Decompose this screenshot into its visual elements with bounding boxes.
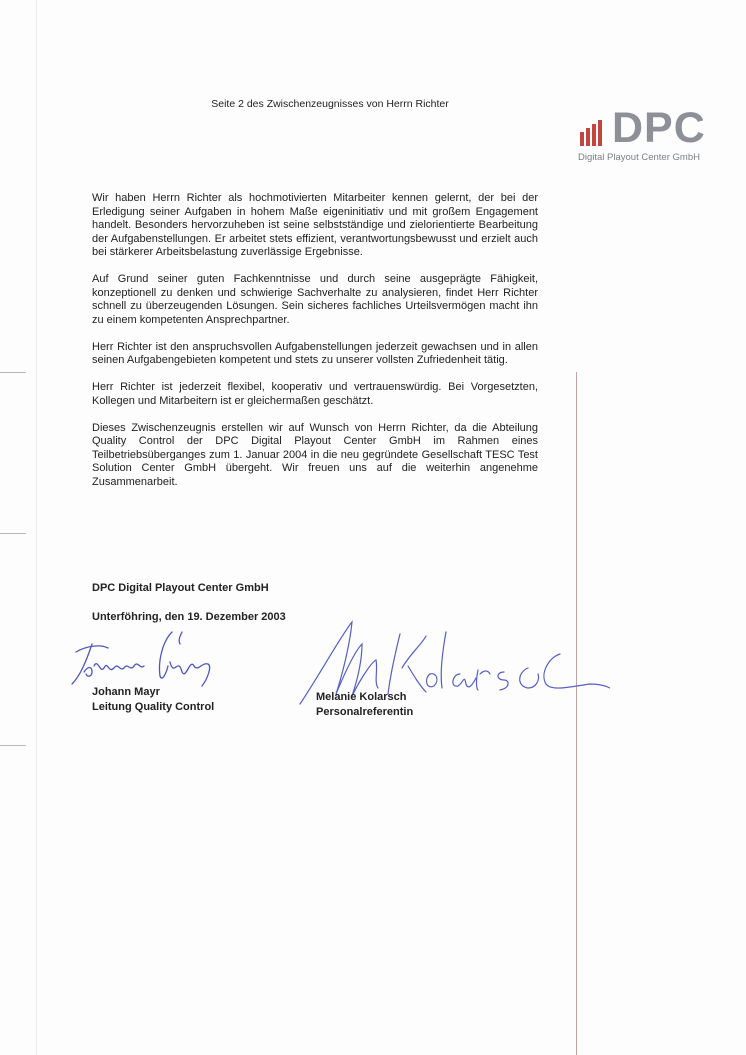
logo-subtitle: Digital Playout Center GmbH xyxy=(578,152,700,163)
fold-mark-lower xyxy=(0,745,26,746)
punch-mark xyxy=(0,533,26,534)
signatory-left xyxy=(92,685,214,715)
company-name: DPC Digital Playout Center GmbH xyxy=(92,582,269,594)
logo-wordmark: DPC xyxy=(612,104,706,152)
paragraph-reason: Dieses Zwischenzeugnis erstellen wir auf Wunsch von Herrn Richter, da die Abteilung Quality Control der DPC Digital Playout Center GmbH im Rahmen eines Teilbetriebsüberganges zum 1. Januar 2004 in die neu gegründete Gesellschaft TESC Test Solution Center GmbH übergeht. Wir freuen uns auf die weiterhin angenehme Zusammenarbeit. xyxy=(92,421,538,488)
letter-body xyxy=(92,192,538,503)
paragraph-satisfaction: Herr Richter ist den anspruchsvollen Aufgabenstellungen jederzeit gewachsen und in allen seinen Aufgabengebieten kompetent und stets zu unserer vollsten Zufriedenheit tätig. xyxy=(92,340,538,366)
margin-line xyxy=(576,372,577,1055)
place-date: Unterföhring, den 19. Dezember 2003 xyxy=(92,611,286,623)
page-header-title: Seite 2 des Zwischenzeugnisses von Herrn Richter xyxy=(211,98,449,110)
logo-bars-icon xyxy=(578,118,612,146)
scan-edge xyxy=(36,0,37,1055)
paragraph-conduct: Herr Richter ist jederzeit flexibel, kooperativ und vertrauenswürdig. Bei Vorgesetzten, Kollegen und Mitarbeitern ist er gleichermaßen geschätzt. xyxy=(92,381,538,407)
dpc-logo xyxy=(576,104,716,166)
signature-johann-mayr xyxy=(62,622,232,694)
paragraph-performance: Wir haben Herrn Richter als hochmotivierten Mitarbeiter kennen gelernt, der bei der Erledigung seiner Aufgaben in hohem Maße eigeninitiativ und mit großem Engagement handelt. Besonders hervorzuheben ist seine selbstständige und zielorientierte Bearbeitung der Aufgabenstellungen. Er arbeitet stets effizient, verantwortungsbewusst und erzielt auch bei stärkerer Arbeitsbelastung zuverlässige Ergebnisse. xyxy=(92,192,538,258)
fold-mark-upper xyxy=(0,372,26,373)
signatory-right-name: Melanie Kolarsch xyxy=(316,691,407,703)
signatory-left-title: Leitung Quality Control xyxy=(92,701,215,713)
signatory-right xyxy=(316,690,413,720)
signatory-left-name: Johann Mayr xyxy=(92,686,160,698)
signatory-right-title: Personalreferentin xyxy=(316,706,414,718)
paragraph-expertise: Auf Grund seiner guten Fachkenntnisse und durch seine ausgeprägte Fähigkeit, konzeptionell zu denken und schwierige Sachverhalte zu analysieren, findet Herr Richter schnell zu überzeugenden Lösungen. Sein sicheres fachliches Urteilsvermögen macht ihn zu einem kompetenten Ansprechpartner. xyxy=(92,273,538,326)
